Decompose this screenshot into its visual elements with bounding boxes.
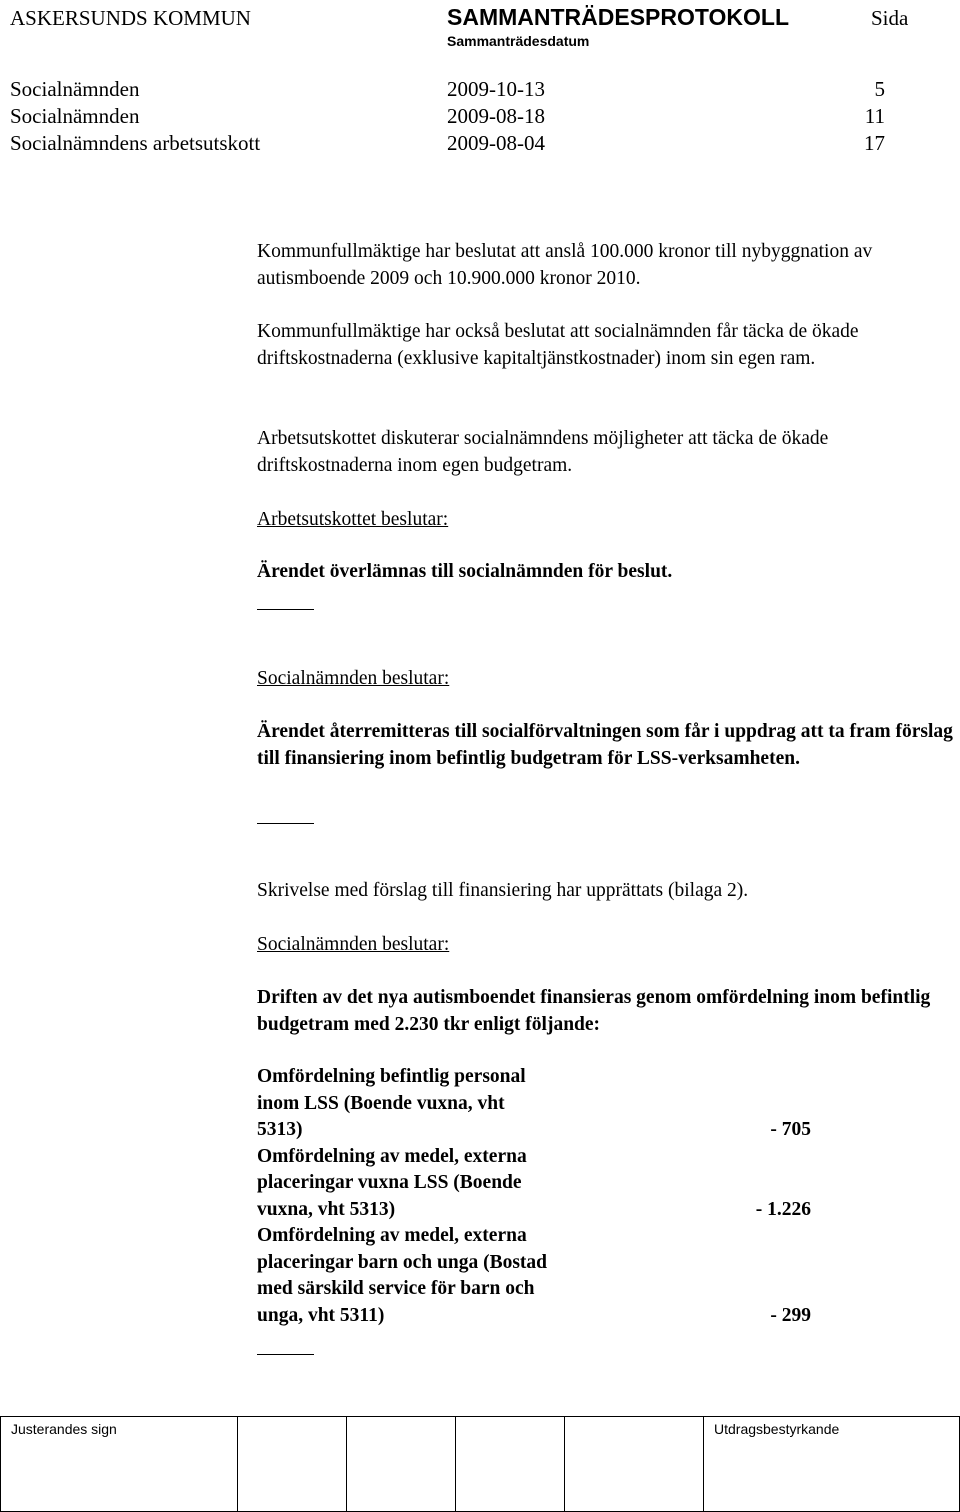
allocation-amount: - 1.226 — [755, 1198, 811, 1220]
paragraph-proposal: Skrivelse med förslag till finansiering har upprättats (bilaga 2). — [257, 880, 749, 901]
sign-label: Justerandes sign — [11, 1421, 117, 1437]
signature-box — [237, 1416, 347, 1512]
decision-text: Ärendet överlämnas till socialnämnden för beslut. — [257, 561, 673, 582]
sign-cell — [0, 1416, 238, 1512]
meeting-page: 17 — [864, 131, 885, 155]
meeting-row — [10, 131, 890, 159]
allocation-amount: - 299 — [770, 1304, 811, 1326]
meeting-page: 5 — [874, 77, 885, 101]
allocation-list — [257, 1064, 817, 1329]
meeting-date: 2009-08-04 — [447, 131, 545, 155]
signature-box — [346, 1416, 456, 1512]
allocation-description: Omfördelning befintlig personal inom LSS (Boende vuxna, vht 5313) — [257, 1066, 526, 1140]
meeting-date: 2009-08-18 — [447, 104, 545, 128]
decision-heading: Arbetsutskottet beslutar: — [257, 509, 449, 530]
meeting-page: 11 — [864, 104, 885, 128]
paragraph-text: Kommunfullmäktige har beslutat att anslå 100.000 kronor till nybyggnation av autismboende 2009 och 10.900.000 kronor 2010. — [257, 241, 873, 289]
divider — [257, 1354, 314, 1355]
decision-text: Ärendet återremitteras till socialförvaltningen som får i uppdrag att ta fram förslag till finansiering inom befintlig budgetram för LSS-verksamheten. — [257, 721, 953, 769]
paragraph-operating-costs — [257, 318, 957, 372]
page-label: Sida — [871, 6, 909, 30]
paragraph-text: Arbetsutskottet diskuterar socialnämndens möjligheter att täcka de ökade driftskostnaderna inom egen budgetram. — [257, 428, 829, 476]
meeting-body: Socialnämnden — [10, 104, 140, 128]
divider — [257, 823, 314, 824]
divider — [257, 609, 314, 610]
meeting-date: 2009-10-13 — [447, 77, 545, 101]
signature-box — [455, 1416, 565, 1512]
allocation-row — [257, 1223, 817, 1329]
decision-text: Driften av det nya autismboendet finansieras genom omfördelning inom befintlig budgetram med 2.230 tkr enligt följande: — [257, 987, 931, 1035]
allocation-description: Omfördelning av medel, externa placeringar barn och unga (Bostad med särskild service för barn och unga, vht 5311) — [257, 1225, 548, 1326]
decision-heading: Socialnämnden beslutar: — [257, 668, 450, 689]
certification-cell — [703, 1416, 960, 1512]
allocation-amount: - 705 — [770, 1119, 811, 1140]
meeting-body: Socialnämnden — [10, 77, 140, 101]
certification-label: Utdragsbestyrkande — [714, 1421, 840, 1437]
allocation-row — [257, 1144, 817, 1224]
meeting-row — [10, 104, 890, 132]
document-title: SAMMANTRÄDESPROTOKOLL — [447, 4, 790, 30]
meeting-row — [10, 77, 890, 105]
signature-box — [564, 1416, 704, 1512]
meeting-body: Socialnämndens arbetsutskott — [10, 131, 261, 155]
footer-signature-table — [0, 1416, 960, 1512]
meeting-date-label: Sammanträdesdatum — [447, 33, 590, 49]
allocation-row — [257, 1064, 817, 1144]
decision-heading: Socialnämnden beslutar: — [257, 934, 450, 955]
paragraph-discussion — [257, 425, 957, 479]
allocation-description: Omfördelning av medel, externa placeringar vuxna LSS (Boende vuxna, vht 5313) — [257, 1145, 527, 1220]
paragraph-appropriation — [257, 238, 957, 292]
organization-name: ASKERSUNDS KOMMUN — [10, 6, 251, 30]
paragraph-text: Kommunfullmäktige har också beslutat att socialnämnden får täcka de ökade driftskostnaderna (exklusive kapitaltjänstkostnader) inom sin egen ram. — [257, 321, 859, 369]
